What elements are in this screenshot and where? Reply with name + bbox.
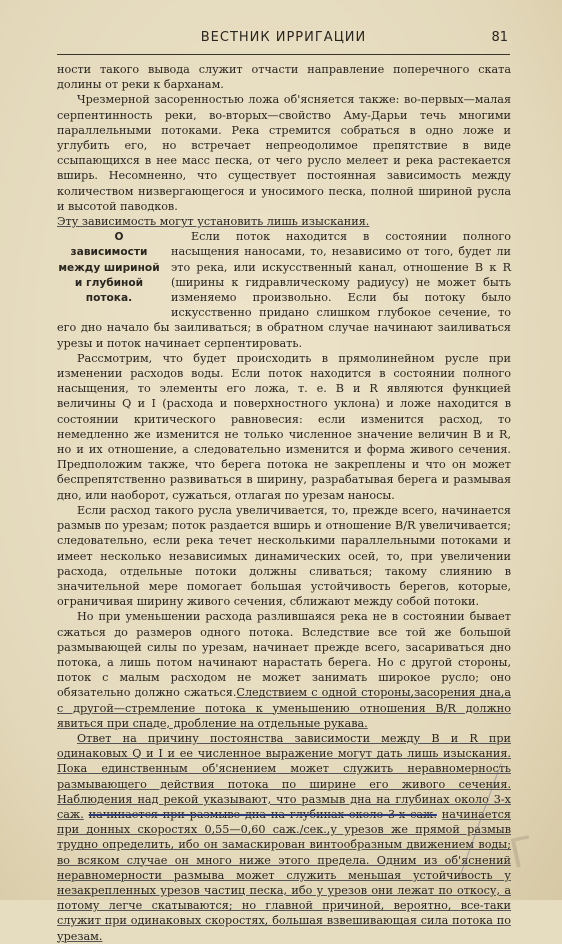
page-number: 81 <box>491 30 508 45</box>
paragraph <box>57 609 511 731</box>
paragraph-text: Если поток находится в состоянии полного насыщения наносами, то, независимо от того, будет ли это река, или искусственный канал, отношение B к R (ширины к гидравлическому радиусу) не может быть изменяемо произвольно. Если бы потоку было искусственно придано слишком глубокое сечение, то его дно начало бы заиливаться; в обратном случае начинают заиливаться урезы и поток начинает серпентировать. <box>57 230 511 350</box>
paragraph-text: Чрезмерной засоренностью ложа об'ясняется также: во-первых—малая серпентинность реки, во-вторых—свойство Аму-Дарьи течь многими параллельными потоками. Река стремится собраться в одно ложе и углубить его, но встречает непреодолимое препятствие в виде ссыпающихся в нее масс песка, от чего русло мелеет и река растекается вширь. Несомненно, что существует постоянная зависимость между количеством низвергающегося и уносимого песка, полной шириной русла и высотой паводков. <box>57 93 511 213</box>
paragraph: Если расход такого русла увеличивается, то, прежде всего, начинается размыв по урезам; поток раздается вширь и отношение B/R увеличивается; следовательно, если река течет несколькими параллельными потоками и имеет несколько независимых динамических осей, то, при увеличении расхода, отдельные потоки должны сливаться; такому слиянию в значительной мере помогает большая устойчивость берегов, которые, ограничивая ширину живого сечения, сближают между собой потоки. <box>57 503 511 609</box>
faded-stamp-mark: Г <box>505 827 539 879</box>
running-header <box>57 26 510 55</box>
underlined-text: Ответ на причину постоянства зависимости между B и R при одинаковых Q и I и ее численное выражение могут дать лишь изыскания. Пока единственным об'яснением может служить неравномерность размывающего действия потока по ширине его живого сечения. Наблюдения над рекой указывают, что размыв дна на глубинах около 3-х саж. <box>57 731 511 821</box>
paragraph-end <box>57 214 511 229</box>
paragraph-text: Но при уменьшении расхода разлившаяся река не в состоянии бывает сжаться до размеров одного потока. Вследствие все той же большой размывающей силы по урезам, начинает прежде всего, засариваться дно потока, а лишь потом начинают нарастать берега. Но с другой стороны, поток с малым расходом не может занимать широкое русло; оно обязательно должно сжаться. <box>57 610 511 700</box>
underlined-text: начинается при донных скоростях 0,55—0,60 саж./сек.,у урезов же прямой размыв трудно определить, ибо он замаскирован винтообразным движением воды; во всяком случае он много ниже этого предела. Одним из об'яснений неравномерности размыва может служить меньшая устойчивость у незакрепленных урезов частиц песка, ибо у урезов они лежат по откосу, а потому легче скатываются; но главной причиной, вероятно, все-таки служит при одинаковых скоростях, большая взвешивающая сила потока по урезам. <box>57 807 511 943</box>
paragraph-with-sidehead <box>57 229 511 351</box>
paragraph: ности такого вывода служит отчасти направление поперечного ската долины от реки к барханам. <box>57 63 511 92</box>
journal-title: ВЕСТНИК ИРРИГАЦИИ <box>200 30 367 45</box>
struck-text: начинается при размыве дна на глубинах около 3-х саж. <box>88 807 437 821</box>
paragraph <box>57 731 511 944</box>
paragraph <box>57 92 511 214</box>
paragraph: Рассмотрим, что будет происходить в прямолинейном русле при изменении расходов воды. Если поток находится в состоянии полного насыщения, то элементы его ложа, т. е. B и R являются функцией величины Q и I (расхода и поверхностного уклона) и ложе находится в состоянии критического равновесия: если изменится расход, то немедленно же изменится не только численное значение величин B и R, но и их отношение, а следовательно изменится и форма живого сечения. Предположим также, что берега потока не закреплены и что он может беспрепятственно развиваться в ширину, разрабатывая берега и размывая дно, или наоборот, сужаться, отлагая по урезам наносы. <box>57 351 511 502</box>
article-body <box>57 62 511 944</box>
underlined-text: Эту зависимость могут установить лишь изыскания. <box>57 215 370 229</box>
underlined-text: Следствием с одной стороны,засорения дна,а с другой—стремление потока к уменьшению отношения B/R должно явиться при спаде, дробление на отдельные рукава. <box>57 686 511 730</box>
side-heading: О зависимости между шириной и глубиной потока. <box>58 231 160 305</box>
